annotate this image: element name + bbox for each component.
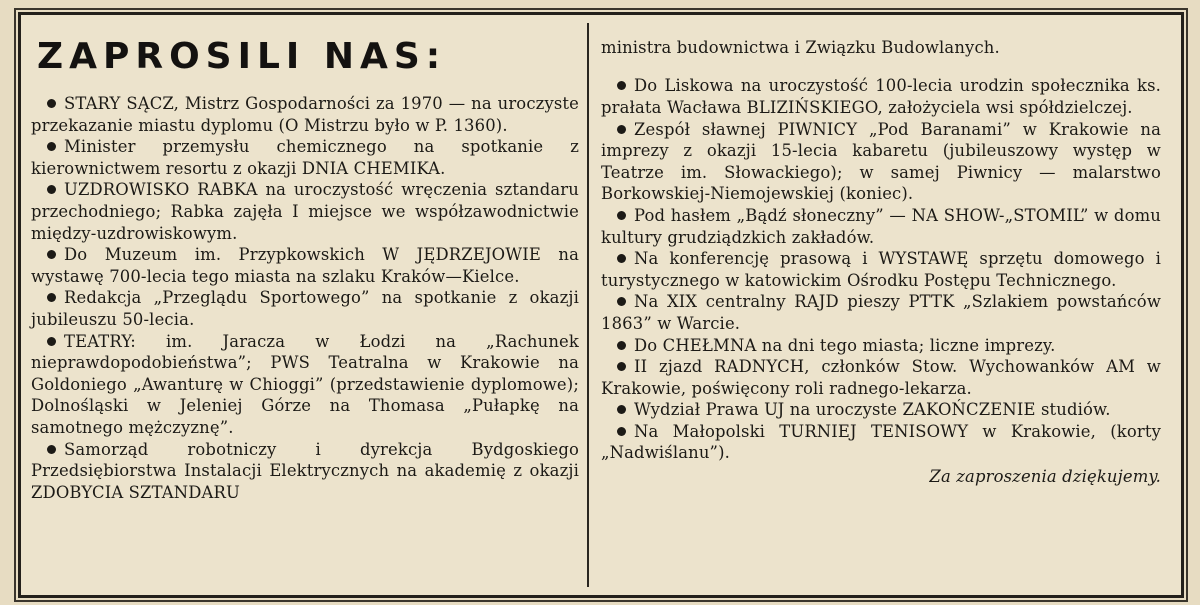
bullet-icon bbox=[47, 337, 56, 346]
list-item: Na Małopolski TURNIEJ TENISOWY w Krakowie, (korty „Nadwiślanu”). bbox=[601, 421, 1161, 463]
bullet-icon bbox=[47, 185, 56, 194]
closing-thanks: Za zaproszenia dziękujemy. bbox=[929, 467, 1161, 487]
list-item: STARY SĄCZ, Mistrz Gospodarności za 1970 — na uroczyste przekazanie miastu dyplomu (O Mistrzu było w P. 1360). bbox=[31, 94, 579, 135]
bullet-icon bbox=[617, 211, 626, 220]
list-item: Na XIX centralny RAJD pieszy PTTK „Szlakiem powstańców 1863” w Warcie. bbox=[601, 292, 1161, 333]
list-item: UZDROWISKO RABKA na uroczystość wręczenia sztandaru przechodniego; Rabka zajęła I miejsce we współzawodnictwie między-uzdrowiskowym. bbox=[31, 180, 579, 243]
continued-text: ministra budownictwa i Związku Budowlanych. bbox=[601, 38, 1000, 58]
bullet-icon bbox=[617, 254, 626, 263]
bullet-icon bbox=[617, 362, 626, 371]
bullet-icon bbox=[47, 99, 56, 108]
left-column bbox=[31, 21, 579, 589]
bullet-icon bbox=[617, 81, 626, 90]
bullet-icon bbox=[47, 142, 56, 151]
list-item: Zespół sławnej PIWNICY „Pod Baranami” w Krakowie na imprezy z okazji 15-lecia kabaretu (jubileuszowy występ w Teatrze im. Słowackiego); w samej Piwnicy — malarstwo Borkowskiej-Niemojewskiej (koniec). bbox=[601, 119, 1161, 204]
list-item: Samorząd robotniczy i dyrekcja Bydgoskiego Przedsiębiorstwa Instalacji Elektrycznych na akademię z okazji ZDOBYCIA SZTANDARU bbox=[31, 439, 579, 502]
bullet-icon bbox=[617, 427, 626, 436]
list-item: Do Liskowa na uroczystość 100-lecia urodzin społecznika ks. prałata Wacława BLIZIŃSKIEGO, założyciela wsi spółdzielczej. bbox=[601, 76, 1161, 117]
list-item: Na konferencję prasową i WYSTAWĘ sprzętu domowego i turystycznego w katowickim Ośrodku Postępu Technicznego. bbox=[601, 249, 1161, 290]
list-item: Do Muzeum im. Przypkowskich W JĘDRZEJOWIE na wystawę 700-lecia tego miasta na szlaku Kraków—Kielce. bbox=[31, 245, 579, 286]
list-item: Minister przemysłu chemicznego na spotkanie z kierownictwem resortu z okazji DNIA CHEMIKA. bbox=[31, 137, 579, 178]
bullet-icon bbox=[617, 125, 626, 134]
bullet-icon bbox=[47, 293, 56, 302]
bullet-icon bbox=[47, 445, 56, 454]
list-item: Redakcja „Przeglądu Sportowego” na spotkanie z okazji jubileuszu 50-lecia. bbox=[31, 288, 579, 329]
list-item: Wydział Prawa UJ na uroczyste ZAKOŃCZENIE studiów. bbox=[601, 399, 1161, 421]
bullet-icon bbox=[617, 405, 626, 414]
list-item: TEATRY: im. Jaracza w Łodzi na „Rachunek nieprawdopodobieństwa”; PWS Teatralna w Krakowie na Goldoniego „Awanturę w Chioggi” (przedstawienie dyplomowe); Dolnośląski w Jeleniej Górze na Thomasa „Pułapkę na samotnego mężczyznę”. bbox=[31, 331, 579, 437]
newspaper-clipping bbox=[18, 12, 1184, 598]
right-column bbox=[601, 21, 1161, 589]
bullet-icon bbox=[617, 341, 626, 350]
list-item: II zjazd RADNYCH, członków Stow. Wychowanków AM w Krakowie, poświęcony roli radnego-lekarza. bbox=[601, 357, 1161, 398]
list-item: Do CHEŁMNA na dni tego miasta; liczne imprezy. bbox=[601, 335, 1161, 357]
list-item: Pod hasłem „Bądź słoneczny” — NA SHOW-„STOMIL” w domu kultury grudziądzkich zakładów. bbox=[601, 205, 1161, 247]
column-divider bbox=[587, 23, 589, 587]
heading: ZAPROSILI NAS: bbox=[37, 36, 447, 77]
bullet-icon bbox=[617, 297, 626, 306]
bullet-icon bbox=[47, 250, 56, 259]
